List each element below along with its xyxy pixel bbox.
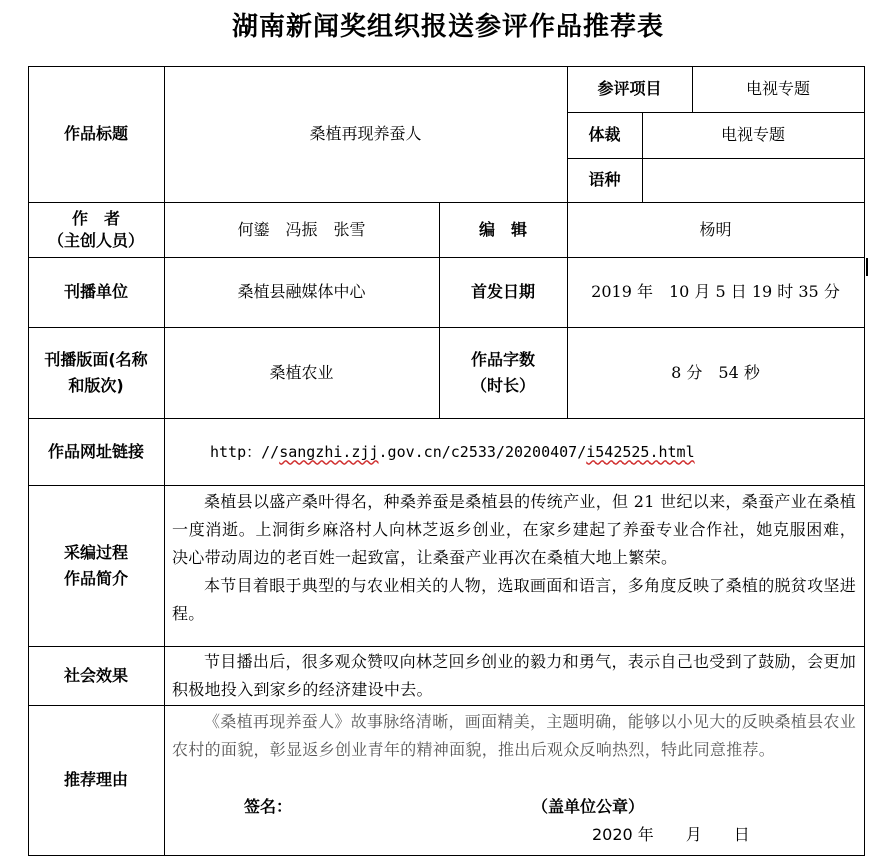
url-label: 作品网址链接 (47, 441, 144, 461)
recommend-text (172, 708, 856, 764)
url-path: .gov.cn/c2533/20200407/ (378, 442, 587, 461)
intro-label-line2: 作品简介 (63, 568, 128, 588)
social-effect-label: 社会效果 (63, 665, 128, 685)
language-value (642, 158, 864, 202)
first-date-value: 2019 年 10 月 5 日 19 时 35 分 (591, 282, 840, 301)
intro-label (28, 485, 164, 646)
genre-label: 体裁 (588, 125, 621, 144)
author-label (28, 202, 164, 257)
recommend-label: 推荐理由 (63, 770, 128, 789)
work-title-label: 作品标题 (63, 124, 128, 143)
edition-label-line2: 和版次) (68, 375, 124, 395)
author-label-line1: 作 者 (71, 208, 120, 228)
work-title-value: 桑植再现养蚕人 (309, 124, 422, 143)
duration-label-line2: （时长） (470, 375, 535, 395)
url-prefix: http：// (210, 442, 280, 461)
sign-date: 2020 年 月 日 (592, 825, 750, 844)
editor-label: 编 辑 (478, 219, 527, 239)
work-url-link[interactable] (164, 418, 864, 485)
form-title: 湖南新闻奖组织报送参评作品推荐表 (231, 12, 664, 42)
authors-value: 何鎏 冯振 张雪 (237, 219, 366, 239)
publisher-label: 刊播单位 (63, 282, 128, 301)
edition-label-line1: 刊播版面(名称 (44, 349, 148, 369)
category-label: 参评项目 (597, 79, 662, 98)
recommend-paragraph: 《桑植再现养蚕人》故事脉络清晰，画面精美，主题明确，能够以小见大的反映桑植县农业农村的面貌，彰显返乡创业青年的精神面貌，推出后观众反响热烈，特此同意推荐。 (172, 712, 857, 759)
first-date-label: 首发日期 (470, 282, 535, 301)
intro-paragraph-1: 桑植县以盛产桑叶得名，种桑养蚕是桑植县的传统产业，但 21 世纪以来，桑蚕产业在桑植一度消逝。上洞街乡麻洛村人向林芝返乡创业，在家乡建起了养蚕专业合作社，她克服困难，决心带动周边的老百姓一起致富，让桑蚕产业再次在桑植大地上繁荣。 (172, 492, 856, 567)
intro-label-line1: 采编过程 (63, 542, 128, 562)
edition-label (28, 327, 164, 418)
url-domain: sangzhi.zjj (279, 442, 379, 461)
signature-label: 签名： (244, 797, 293, 816)
social-effect-paragraph: 节目播出后，很多观众赞叹向林芝回乡创业的毅力和勇气，表示自己也受到了鼓励，会更加积极地投入到家乡的经济建设中去。 (172, 652, 857, 699)
intro-paragraph-2: 本节目着眼于典型的与农业相关的人物，选取画面和语言，多角度反映了桑植的脱贫攻坚进程。 (172, 576, 857, 623)
edge-mark (866, 258, 868, 276)
editor-value: 杨明 (699, 219, 732, 239)
duration-label (439, 327, 567, 418)
genre-value: 电视专题 (720, 125, 785, 144)
duration-label-line1: 作品字数 (470, 349, 535, 369)
author-label-line2: （主创人员） (47, 230, 144, 250)
intro-text (172, 488, 856, 628)
url-file: i542525.html (586, 442, 695, 461)
seal-label: （盖单位公章） (532, 797, 645, 816)
grid-line (28, 855, 865, 856)
social-effect-text (172, 648, 856, 704)
duration-value: 8 分 54 秒 (671, 362, 760, 382)
category-value: 电视专题 (745, 79, 810, 98)
language-label: 语种 (588, 170, 621, 189)
edition-value: 桑植农业 (269, 362, 334, 382)
grid-line (864, 66, 865, 856)
publisher-value: 桑植县融媒体中心 (237, 282, 366, 301)
